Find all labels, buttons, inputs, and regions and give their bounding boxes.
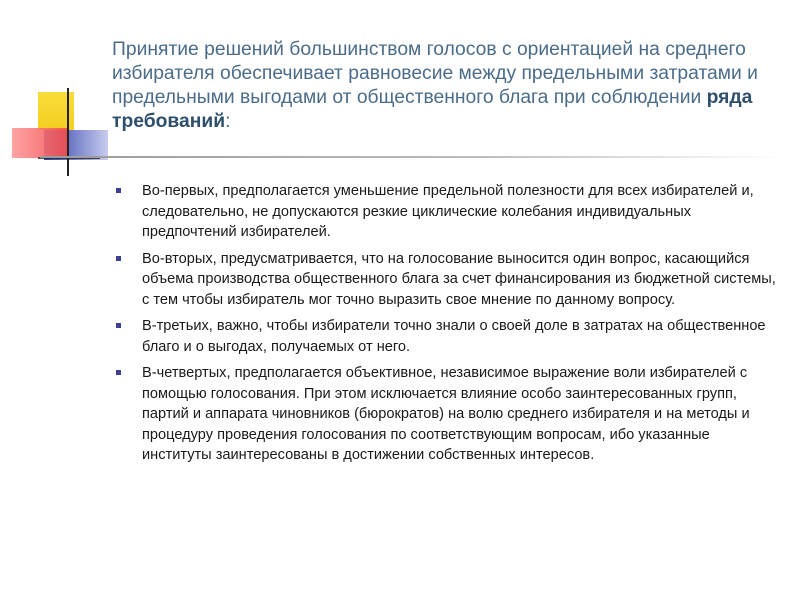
requirements-list <box>116 181 780 472</box>
list-item-text: Во-первых, предполагается уменьшение предельной полезности для всех избирателей и, следовательно, не допускаются резкие циклические колебания индивидуальных предпочтений избирателей. <box>142 183 754 240</box>
list-item-text: В-третьих, важно, чтобы избиратели точно знали о своей доле в затратах на общественное благо и о выгодах, получаемых от него. <box>142 318 766 355</box>
title-text: Принятие решений большинством голосов с ориентацией на среднего избирателя обеспечивает равновесие между предельными затратами и предельными выгодами от общественного блага при соблюдении <box>112 39 758 108</box>
bullet-marker-icon <box>116 256 121 261</box>
title-suffix: : <box>225 111 231 132</box>
title-bold-text: ряда требований <box>112 87 753 132</box>
list-item <box>116 249 780 311</box>
title-underline <box>40 156 782 158</box>
bullet-marker-icon <box>116 188 121 193</box>
list-item-text: Во-вторых, предусматривается, что на голосование выносится один вопрос, касающийся объема производства общественного блага за счет финансирования из бюджетной системы, с тем чтобы избиратель мог точно выразить свое мнение по данному вопросу. <box>142 250 776 308</box>
bullet-marker-icon <box>116 370 121 375</box>
list-item-text: В-четвертых, предполагается объективное, независимое выражение воли избирателей с помощью голосования. При этом исключается влияние особо заинтересованных групп, партий и аппарата чиновников (бюрократов) на волю среднего избирателя и на методы и процедуру проведения голосования по соответствующим вопросам, ибо указанные институты заинтересованы в достижении собственных интересов. <box>142 365 750 463</box>
decorative-squares <box>0 0 120 190</box>
list-item <box>116 363 780 466</box>
red-bar <box>12 128 68 158</box>
slide-title <box>112 38 772 134</box>
list-item <box>116 181 780 243</box>
list-item <box>116 316 780 357</box>
bullet-marker-icon <box>116 323 121 328</box>
